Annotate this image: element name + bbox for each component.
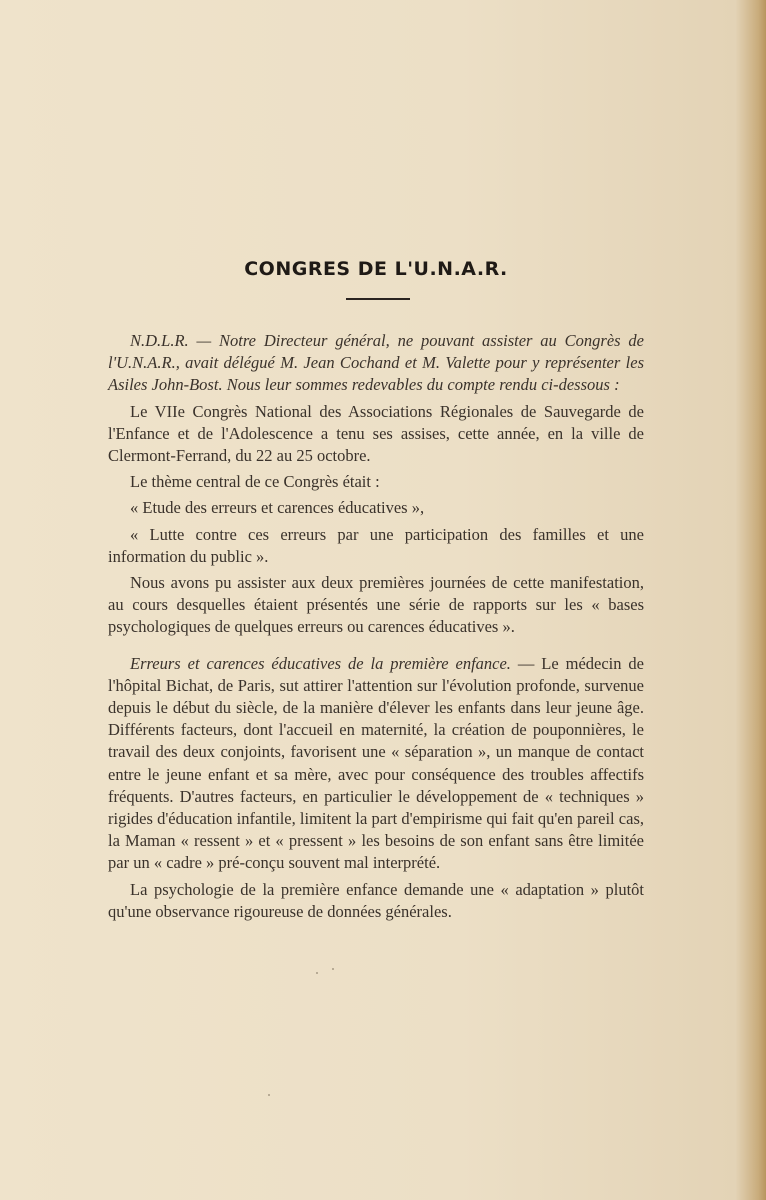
title-underline — [346, 298, 410, 300]
paper-speck — [268, 1094, 270, 1096]
editor-note-paragraph: N.D.L.R. — Notre Directeur général, ne pouvant assister au Congrès de l'U.N.A.R., avait délégué M. Jean Cochand et M. Valette pour y représenter les Asiles John-Bost. Nous leur sommes redevables du compte rendu ci-dessous : — [108, 331, 644, 395]
paper-speck — [332, 968, 334, 970]
paper-speck — [316, 972, 318, 974]
first-childhood-paragraph — [108, 653, 644, 875]
section-heading: Erreurs et carences éducatives de la première enfance. — [130, 653, 511, 673]
page-title: CONGRES DE L'U.N.A.R. — [244, 258, 508, 280]
article-body — [108, 330, 644, 923]
psychology-paragraph: La psychologie de la première enfance demande une « adaptation » plutôt qu'une observance rigoureuse de données générales. — [108, 879, 644, 921]
attendance-paragraph: Nous avons pu assister aux deux premières journées de cette manifestation, au cours desquelles étaient présentés une série de rapports sur les « bases psychologiques de quelques erreurs ou carences éducatives ». — [108, 573, 644, 637]
theme-item-2: « Lutte contre ces erreurs par une participation des familles et une information du public ». — [108, 524, 644, 566]
section-body: — Le médecin de l'hôpital Bichat, de Paris, sut attirer l'attention sur l'évolution profonde, survenue depuis le début du siècle, de la manière d'élever les enfants dans leur jeune âge. Différents facteurs, dont l'accueil en maternité, la création de pouponnières, le travail des deux conjoints, favorisent une « séparation », un manque de contact entre le jeune enfant et sa mère, avec pour conséquence des troubles affectifs fréquents. D'autres facteurs, en particulier le développement de « techniques » rigides d'éducation infantile, limitent la part d'empirisme qui fait qu'en pareil cas, la Maman « ressent » et « pressent » les besoins de son enfant sans être limitée par un « cadre » pré-conçu souvent mal interprété. — [108, 653, 644, 873]
theme-item-1: « Etude des erreurs et carences éducatives », — [130, 498, 425, 518]
congress-intro-paragraph: Le VIIe Congrès National des Associations Régionales de Sauvegarde de l'Enfance et de l'Adolescence a tenu ses assises, cette année, en la ville de Clermont-Ferrand, du 22 au 25 octobre. — [108, 401, 644, 466]
theme-intro-paragraph: Le thème central de ce Congrès était : — [130, 472, 380, 492]
